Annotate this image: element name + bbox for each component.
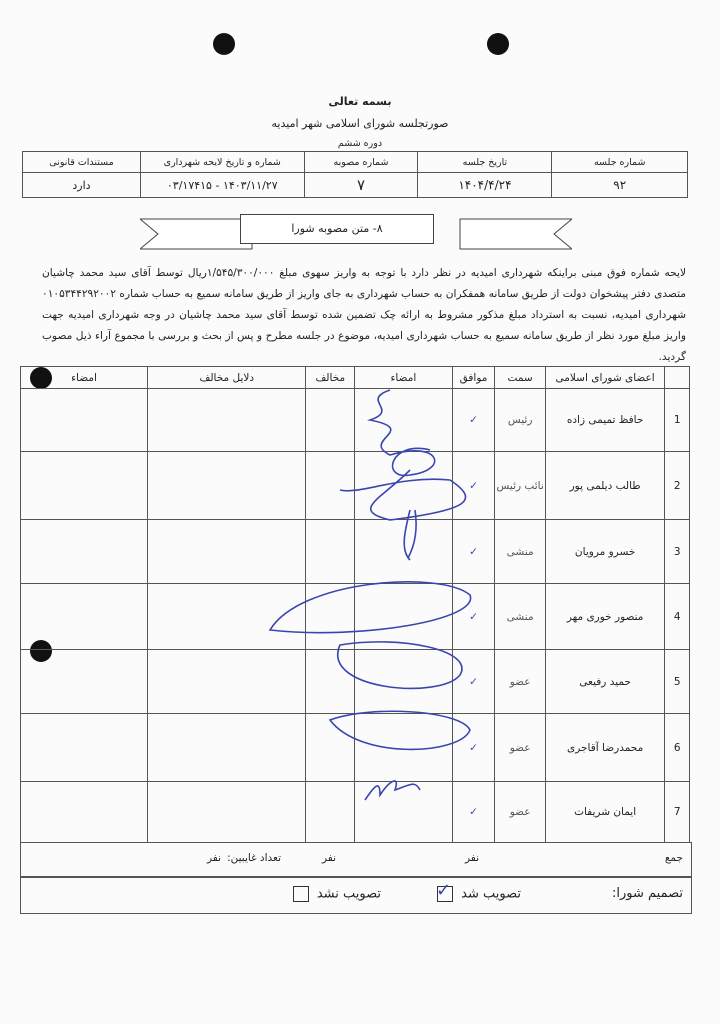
signature-cell xyxy=(355,452,453,520)
member-name: محمدرضا آقاجری xyxy=(545,714,664,782)
member-name: خسرو مرویان xyxy=(545,520,664,584)
signature-cell xyxy=(21,584,148,650)
approved-checkbox[interactable] xyxy=(436,880,453,902)
banner-label: ۸- متن مصوبه شورا xyxy=(240,214,434,244)
oppose-cell xyxy=(306,584,355,650)
col-header: موافق xyxy=(452,367,495,389)
info-header: مستندات قانونی xyxy=(23,152,141,173)
count-unit: نفر xyxy=(464,852,479,864)
member-name: حمید رفیعی xyxy=(545,650,664,714)
agree-mark: ✓ xyxy=(452,520,495,584)
signature-cell xyxy=(355,714,453,782)
reason-cell xyxy=(148,782,306,843)
session-number: ۹۲ xyxy=(552,173,688,198)
signature-cell xyxy=(21,452,148,520)
info-table xyxy=(22,151,688,198)
oppose-cell xyxy=(306,714,355,782)
reason-cell xyxy=(148,650,306,714)
member-role: عضو xyxy=(495,714,546,782)
absent-label: تعداد غایبین: xyxy=(227,852,281,864)
info-header: تاریخ جلسه xyxy=(418,152,552,173)
term-label: دوره ششم xyxy=(337,138,383,149)
bismillah: بسمه تعالی xyxy=(328,95,392,108)
col-header: دلایل مخالف xyxy=(148,367,306,389)
approved-label: تصویب شد xyxy=(461,886,521,902)
signature-cell xyxy=(21,520,148,584)
reason-cell xyxy=(148,452,306,520)
resolution-number: ۷ xyxy=(304,173,418,198)
col-header: امضاء xyxy=(355,367,453,389)
reason-cell xyxy=(148,520,306,584)
info-header: شماره و تاریخ لایحه شهرداری xyxy=(140,152,304,173)
row-number: 6 xyxy=(665,714,690,782)
table-row xyxy=(21,714,690,782)
signature-cell xyxy=(355,782,453,843)
signature-cell xyxy=(355,389,453,452)
row-number: 5 xyxy=(665,650,690,714)
punch-hole xyxy=(487,33,509,55)
info-header: شماره جلسه xyxy=(552,152,688,173)
members-table xyxy=(20,366,690,843)
col-header: سمت xyxy=(495,367,546,389)
member-role: عضو xyxy=(495,650,546,714)
agree-mark: ✓ xyxy=(452,714,495,782)
table-row xyxy=(21,520,690,584)
table-row xyxy=(21,452,690,520)
sum-label: جمع xyxy=(664,852,683,864)
rejected-label: تصویب نشد xyxy=(316,886,381,902)
row-number: 3 xyxy=(665,520,690,584)
member-name: حافظ تمیمی زاده xyxy=(545,389,664,452)
oppose-cell xyxy=(306,389,355,452)
reason-cell xyxy=(148,389,306,452)
table-row xyxy=(21,584,690,650)
table-row xyxy=(21,782,690,843)
col-header: امضاء xyxy=(21,367,148,389)
agree-mark: ✓ xyxy=(452,389,495,452)
oppose-cell xyxy=(306,520,355,584)
agree-mark: ✓ xyxy=(452,452,495,520)
col-header: اعضای شورای اسلامی xyxy=(545,367,664,389)
member-role: منشی xyxy=(495,584,546,650)
rejected-option[interactable] xyxy=(289,886,381,902)
member-name: ایمان شریفات xyxy=(545,782,664,843)
oppose-cell xyxy=(306,782,355,843)
info-header: شماره مصوبه xyxy=(304,152,418,173)
approved-option[interactable] xyxy=(433,880,521,902)
decision-label: تصمیم شورا: xyxy=(612,886,683,901)
member-role: رئیس xyxy=(495,389,546,452)
signature-cell xyxy=(21,650,148,714)
count-unit: نفر xyxy=(321,852,336,864)
resolution-text: لایحه شماره فوق مبنی براینکه شهرداری امیدیه در نظر دارد با توجه به واریز سهوی مبلغ ۱/۵۴۵/۳۰۰/۰۰۰ریال توسط آقای سید محمد چاشیان متصدی دفتر پیشخوان دولت از طریق سامانه همفکران به حساب شهرداری به جای واریز از طریق سامانه سمیع به حساب شماره ۰۱۰۵۳۴۴۲۹۲۰۰۲ شهرداری امیدیه، نسبت به استرداد مبلغ مذکور مشروط به ارائه چک تضمین شده توسط آقای سید محمد چاشیان در وجه شهرداری امیدیه جهت واریز مبلغ مورد نظر از طریق سامانه سمیع به حساب شهرداری امیدیه، موضوع در جلسه مطرح و پس از بحث و بررسی با مجموع آراء ذیل مصوب گردید. xyxy=(42,267,686,363)
legal-docs: دارد xyxy=(23,173,141,198)
row-number: 4 xyxy=(665,584,690,650)
row-number: 2 xyxy=(665,452,690,520)
member-role: عضو xyxy=(495,782,546,843)
agree-mark: ✓ xyxy=(452,650,495,714)
reason-cell xyxy=(148,714,306,782)
member-role: نائب رئیس xyxy=(495,452,546,520)
signature-cell xyxy=(21,389,148,452)
count-unit: نفر xyxy=(206,852,221,864)
oppose-cell xyxy=(306,452,355,520)
signature-cell xyxy=(21,782,148,843)
member-name: منصور خوری مهر xyxy=(545,584,664,650)
table-row xyxy=(21,650,690,714)
col-header xyxy=(665,367,690,389)
rejected-checkbox[interactable] xyxy=(293,886,309,902)
member-role: منشی xyxy=(495,520,546,584)
oppose-cell xyxy=(306,650,355,714)
agree-mark: ✓ xyxy=(452,782,495,843)
totals-row xyxy=(20,842,692,878)
decision-row xyxy=(20,876,692,914)
bill-number-date: ۱۴۰۳/۱۱/۲۷ - ۰۳/۱۷۴۱۵ xyxy=(140,173,304,198)
signature-cell xyxy=(355,584,453,650)
col-header: مخالف xyxy=(306,367,355,389)
row-number: 1 xyxy=(665,389,690,452)
page-title: صورتجلسه شورای اسلامی شهر امیدیه xyxy=(271,117,449,130)
approved-check-mark: ✓ xyxy=(436,880,452,901)
row-number: 7 xyxy=(665,782,690,843)
table-row xyxy=(21,389,690,452)
signature-cell xyxy=(355,520,453,584)
signature-cell xyxy=(355,650,453,714)
reason-cell xyxy=(148,584,306,650)
signature-cell xyxy=(21,714,148,782)
member-name: طالب دیلمی پور xyxy=(545,452,664,520)
session-date: ۱۴۰۴/۴/۲۴ xyxy=(418,173,552,198)
agree-mark: ✓ xyxy=(452,584,495,650)
punch-hole xyxy=(213,33,235,55)
